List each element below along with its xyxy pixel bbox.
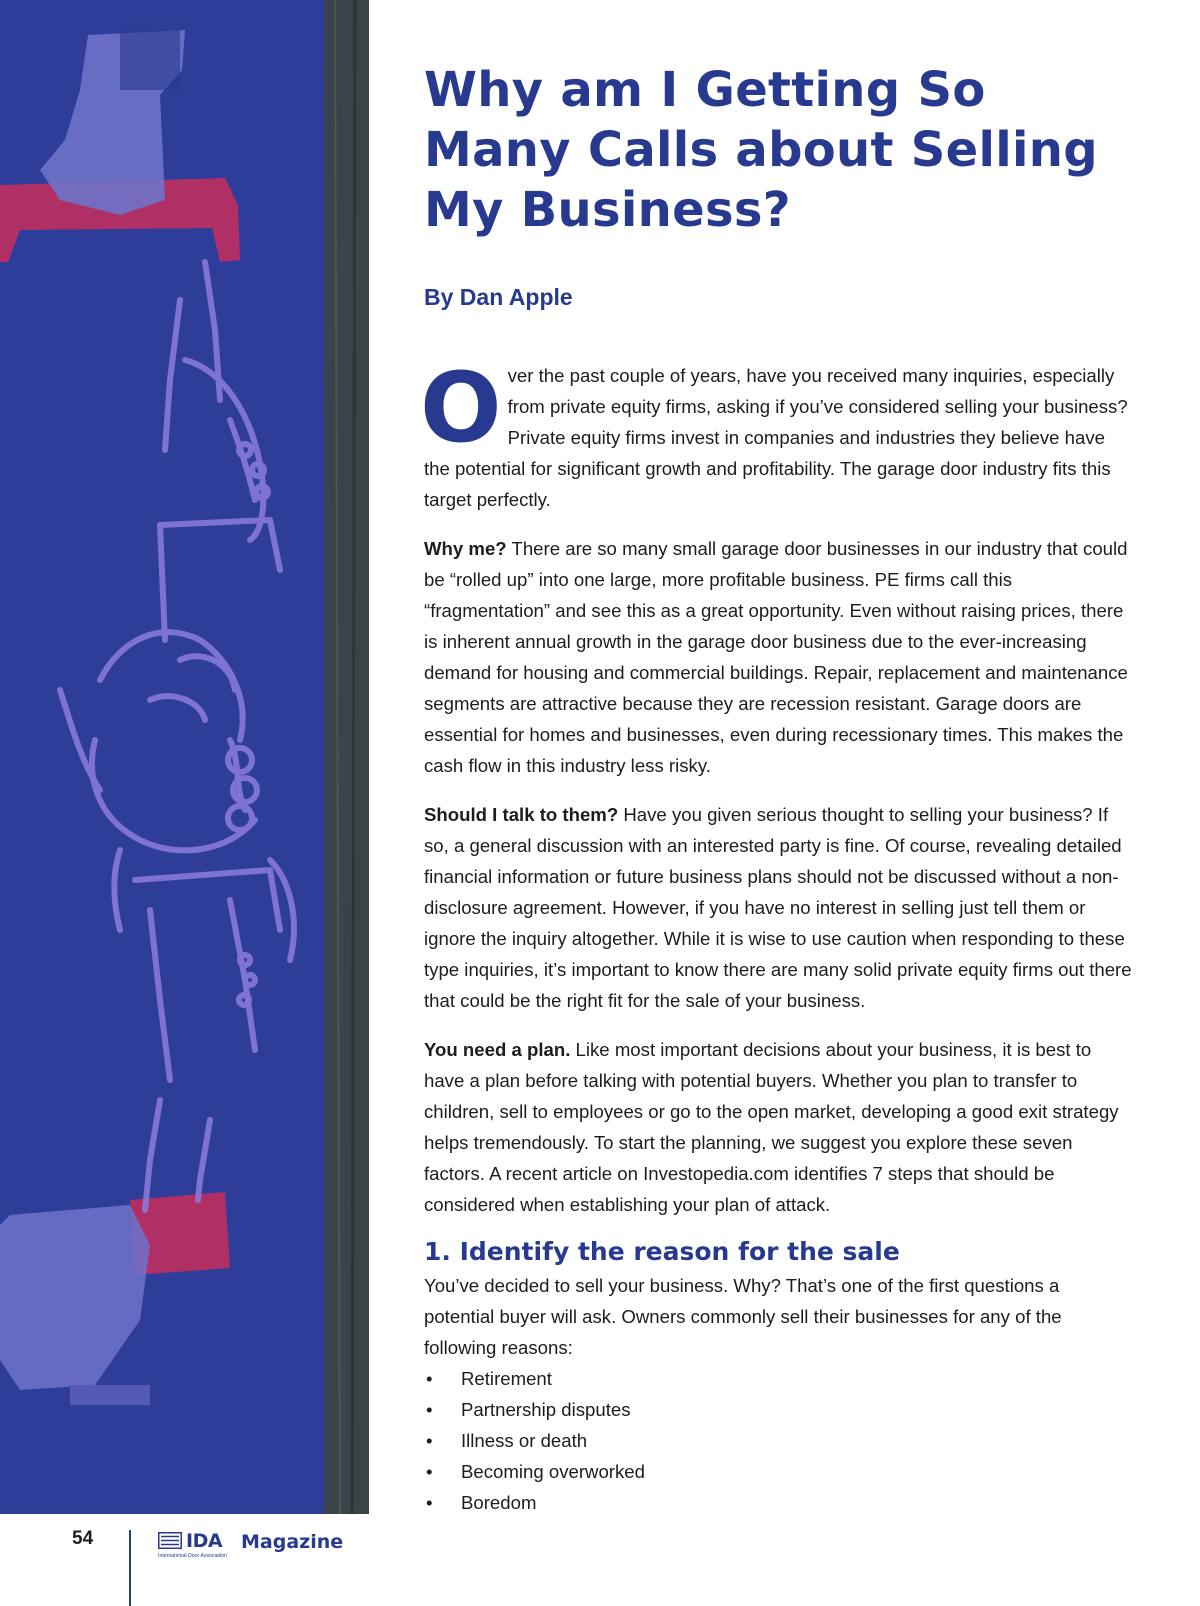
bullet-icon: • xyxy=(426,1461,433,1482)
section-lead: You need a plan. xyxy=(424,1039,571,1060)
list-item-label: Partnership disputes xyxy=(461,1399,631,1420)
section-text: Have you given serious thought to selling your business? If so, a general discussion with an interested party is fine. Of course, revealing detailed financial information or future business plans should not be discussed without a non-disclosure agreement. However, if you have no interest in selling just tell them or ignore the inquiry altogether. While it is wise to use caution when responding to these type inquiries, it’s important to know there are many solid private equity firms out there that could be the right fit for the sale of your business. xyxy=(424,804,1132,1011)
footer-divider xyxy=(129,1530,131,1606)
bullet-icon: • xyxy=(426,1492,433,1513)
section-lead: Why me? xyxy=(424,538,507,559)
byline: By Dan Apple xyxy=(424,284,573,310)
list-item xyxy=(424,1487,1132,1518)
list-item xyxy=(424,1363,1132,1394)
list-item-label: Boredom xyxy=(461,1492,537,1513)
section-lead: Should I talk to them? xyxy=(424,804,619,825)
page-number: 54 xyxy=(72,1528,94,1549)
brand-suffix: Magazine xyxy=(241,1531,344,1553)
list-item-label: Illness or death xyxy=(461,1430,588,1451)
intro-paragraph xyxy=(420,352,1132,515)
reasons-list xyxy=(424,1363,1132,1518)
section-why-me xyxy=(424,533,1132,781)
section-text: Like most important decisions about your business, it is best to have a plan before talking with potential buyers. Whether you plan to transfer to children, sell to employees or go to the open market, developing a good exit strategy helps tremendously. To start the planning, we suggest you explore these seven factors. A recent article on Investopedia.com identifies 7 steps that should be considered when establishing your plan of attack. xyxy=(424,1039,1119,1215)
list-item xyxy=(424,1425,1132,1456)
article xyxy=(420,60,1132,1518)
magazine-logo xyxy=(158,1530,358,1562)
brand-name: IDA xyxy=(186,1530,223,1552)
bullet-icon: • xyxy=(426,1430,433,1451)
step-1-heading: 1. Identify the reason for the sale xyxy=(424,1237,900,1266)
intro-text: ver the past couple of years, have you received many inquiries, especially from private equity firms, asking if you’ve considered selling your business? Private equity firms invest in companies and industries they believe have the potential for significant growth and profitability. The garage door industry fits this target perfectly. xyxy=(424,365,1128,510)
door-logo-icon xyxy=(158,1532,182,1554)
drop-cap: O xyxy=(420,352,502,464)
article-title: Why am I Getting So Many Calls about Selling My Business? xyxy=(424,62,1098,238)
list-item xyxy=(424,1456,1132,1487)
bullet-icon: • xyxy=(426,1399,433,1420)
section-text: There are so many small garage door businesses in our industry that could be “rolled up” into one large, more profitable business. PE firms call this “fragmentation” and see this as a great opportunity. Even without raising prices, there is inherent annual growth in the garage door business due to the ever-increasing demand for housing and commercial buildings. Repair, replacement and maintenance segments are attractive because they are recession resistant. Garage doors are essential for homes and businesses, even during recessionary times. This makes the cash flow in this industry less risky. xyxy=(424,538,1128,776)
bullet-icon: • xyxy=(426,1368,433,1389)
brand-org: International Door Association xyxy=(158,1553,227,1559)
hero-illustration xyxy=(0,0,369,1514)
step-1-text: You’ve decided to sell your business. Why? That’s one of the first questions a potential buyer will ask. Owners commonly sell their businesses for any of the following reasons: xyxy=(424,1275,1062,1358)
list-item xyxy=(424,1394,1132,1425)
section-should-i-talk xyxy=(424,799,1132,1016)
list-item-label: Becoming overworked xyxy=(461,1461,645,1482)
list-item-label: Retirement xyxy=(461,1368,552,1389)
section-need-a-plan xyxy=(424,1034,1132,1220)
